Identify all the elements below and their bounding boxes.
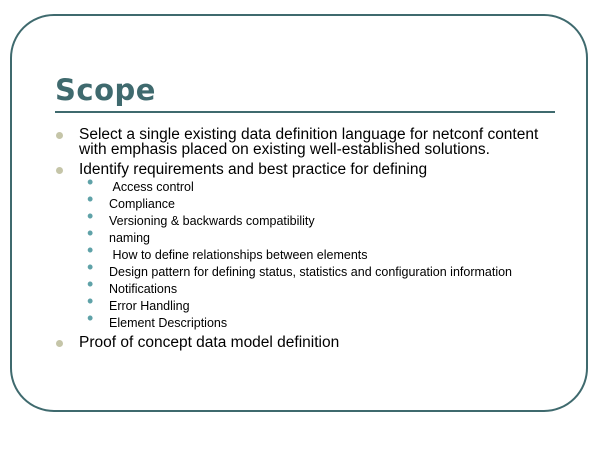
sub-bullet-item bbox=[79, 265, 555, 279]
sub-bullet-item bbox=[79, 197, 555, 211]
sub-bullet-text: Design pattern for defining status, statistics and configuration information bbox=[109, 265, 512, 279]
sub-bullet-text: How to define relationships between elements bbox=[109, 248, 368, 262]
bullet-item bbox=[55, 162, 555, 330]
sub-bullet-item bbox=[79, 231, 555, 245]
sub-bullet-text: Versioning & backwards compatibility bbox=[109, 214, 315, 228]
slide-title: Scope bbox=[55, 73, 156, 107]
bullet-text: Select a single existing data definition language for netconf content with emphasis placed on existing well-established solutions. bbox=[79, 126, 543, 158]
bullet-item bbox=[55, 127, 555, 157]
sub-bullet-text: Notifications bbox=[109, 282, 178, 296]
bullet-text: Identify requirements and best practice for defining bbox=[79, 161, 428, 178]
sub-bullet-item bbox=[79, 299, 555, 313]
sub-bullet-item bbox=[79, 282, 555, 296]
sub-bullet-text: Error Handling bbox=[109, 299, 190, 313]
title-divider bbox=[55, 111, 555, 113]
sub-bullet-item bbox=[79, 248, 555, 262]
bullet-item bbox=[55, 335, 555, 350]
sub-bullet-item bbox=[79, 180, 555, 194]
sub-bullet-list bbox=[79, 180, 555, 330]
bullet-text: Proof of concept data model definition bbox=[79, 334, 340, 351]
sub-bullet-text: naming bbox=[109, 231, 150, 245]
sub-bullet-text: Access control bbox=[109, 180, 194, 194]
sub-bullet-item bbox=[79, 214, 555, 228]
bullet-list bbox=[55, 127, 555, 350]
sub-bullet-text: Element Descriptions bbox=[109, 316, 228, 330]
sub-bullet-item bbox=[79, 316, 555, 330]
sub-bullet-text: Compliance bbox=[109, 197, 176, 211]
